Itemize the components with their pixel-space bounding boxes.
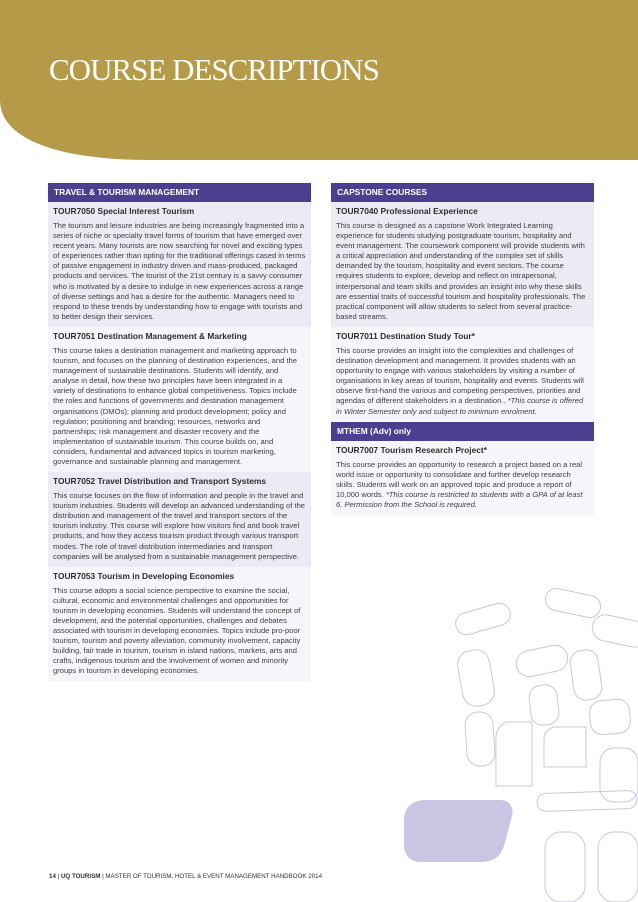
page-number: 14 bbox=[49, 873, 56, 880]
section-header-travel-tourism: TRAVEL & TOURISM MANAGEMENT bbox=[48, 183, 311, 202]
page-footer: 14 | UQ TOURISM | MASTER OF TOURISM, HOTEL & EVENT MANAGEMENT HANDBOOK 2014 bbox=[49, 873, 323, 880]
course-title: TOUR7040 Professional Experience bbox=[336, 206, 478, 216]
section-header-mthem: MTHEM (Adv) only bbox=[331, 422, 594, 441]
course-title: TOUR7053 Tourism in Developing Economies bbox=[53, 570, 235, 581]
course-title: TOUR7050 Special Interest Tourism bbox=[53, 206, 195, 216]
course-description: This course focuses on the flow of information and people in the travel and tourism industries. Students will develop an advanced understanding of the distribution and management of the travel and transport sectors of the tourism industry. This course will explore how visitors find and book travel products, and how they access tourism product through various transport modes. The role of travel distribution intermediaries and transport companies will be analysed from a sustainable management perspective. bbox=[53, 491, 306, 561]
footer-brand: UQ TOURISM bbox=[60, 873, 101, 880]
section-header-capstone: CAPSTONE COURSES bbox=[331, 183, 594, 202]
footer-text: MASTER OF TOURISM, HOTEL & EVENT MANAGEMENT HANDBOOK 2014 bbox=[105, 873, 323, 880]
course-note: *This course is restricted to students with a GPA of at least 6. Permission from the School is required. bbox=[336, 489, 583, 509]
course-title: TOUR7007 Tourism Research Project* bbox=[336, 444, 487, 455]
page-title: COURSE DESCRIPTIONS bbox=[49, 52, 379, 87]
course-description-text: This course provides an insight into the complexities and challenges of destination development and management. It provides students with an opportunity to engage with various stakeholders by visiting a number of organisations in key areas of tourism, hospitality and events. Students will observe first-hand the various and competing perspectives, priorities and agendas of different stakeholders in a destination.. bbox=[336, 345, 584, 406]
course-title: TOUR7051 Destination Management & Marketing bbox=[53, 330, 247, 341]
course-description: This course takes a destination management and marketing approach to tourism, and focuses on the planning of destination experiences, and the management of sustainable destinations. Students will identify, and analyse in detail, how these two principles have been integrated in a variety of destinations to enhance global competitiveness. Topics include the roles and functions of governments and destination management organisations (DMOs); planning and product development; policy and regulation; positioning and branding; resources, networks and partnerships; risk management and disaster recovery and the implementation of sustainable tourism. This course builds on, and considers, fundamental and advanced topics in tourism marketing, governance and sustainable planning and management. bbox=[53, 345, 298, 466]
course-description: This course is designed as a capstone Work Integrated Learning experience for students studying postgraduate tourism, hospitality and event management. The coursework component will provide students with a critical appreciation and understanding of the complex set of skills demanded by the tourism, hospitality and event sectors. The course requires students to explore, develop and reflect on intrapersonal, interpersonal and team skills and provides an insight into why these skills are essential traits of successful tourism and hospitality professionals. The practical component will allow students to select from several practice-based streams. bbox=[336, 221, 586, 321]
course-title: TOUR7011 Destination Study Tour* bbox=[336, 330, 475, 341]
course-note: *This course is offered in Winter Semester only and subject to minimum enrolment. bbox=[336, 396, 584, 416]
course-description: The tourism and leisure industries are being increasingly fragmented into a series of niche or specialty travel forms of tourism that have emerged over recent years. Many tourists are now searching for novel and exciting types of experiences rather than opting for the traditional offerings cased in terms of passive engagement in industry driven and mass-produced, packaged products and services. The tourist of the 21st century is a savvy consumer who is motivated by a desire to indulge in new experiences across a range of diverse settings and has a desire for the authentic. Managers need to respond to these trends by understanding how to engage with tourists and to better design their services. bbox=[53, 221, 306, 321]
course-description-text: This course provides an opportunity to research a project based on a real world issue or opportunity to consolidate and further develop research skills. Students will work on an approved topic and produce a report of 10,000 words. bbox=[336, 459, 583, 499]
course-title: TOUR7052 Travel Distribution and Transport Systems bbox=[53, 476, 267, 487]
course-description: This course adopts a social science perspective to examine the social, cultural, economic and environmental challenges and opportunities for tourism in developing economies. Students will understand the concept of development, and the potential opportunities, challenges and debates associated with tourism in developing economies. Topics include pro-poor tourism, tourism and poverty alleviation, community involvement, capacity building, fair trade in tourism, tourism in island nations, markets, arts and crafts, indigenous tourism and the involvement of women and minority groups in tourism in developing economies. bbox=[53, 585, 301, 676]
